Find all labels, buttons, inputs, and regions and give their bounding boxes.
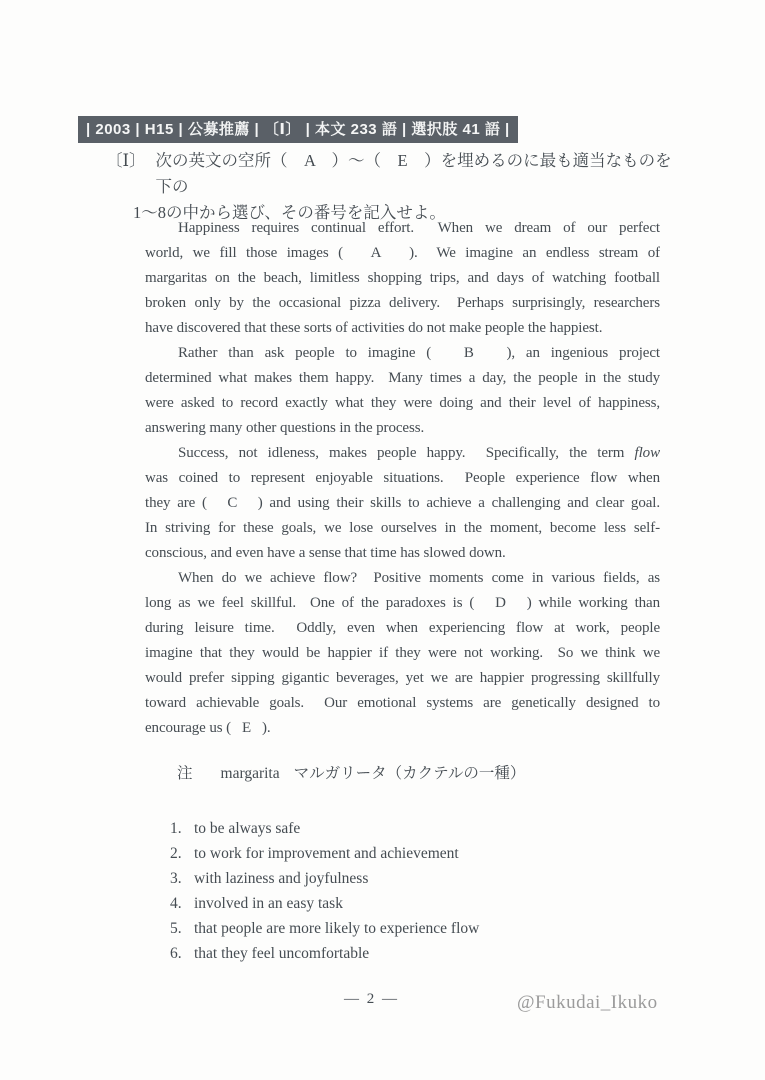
option-item bbox=[170, 866, 479, 891]
header-tag-bar: | 2003 | H15 | 公募推薦 | 〔Ⅰ〕 | 本文 233 語 | 選択肢 41 語 | bbox=[78, 116, 518, 143]
option-number: 5. bbox=[170, 920, 182, 937]
passage-line: they are ( C ) and using their skills to achieve a challenging and clear goal. bbox=[145, 495, 660, 511]
vocabulary-note bbox=[177, 761, 525, 783]
option-text: to be always safe bbox=[194, 820, 301, 837]
watermark: @Fukudai_Ikuko bbox=[517, 992, 658, 1013]
passage-line: determined what makes them happy. Many times a day, the people in the study bbox=[145, 370, 660, 386]
option-number: 1. bbox=[170, 820, 182, 837]
instruction-text: 次の英文の空所（ A ）～（ E ）を埋めるのに最も適当なものを下の bbox=[155, 151, 672, 196]
passage-line: broken only by the occasional pizza delivery. Perhaps surprisingly, researchers bbox=[145, 295, 660, 311]
passage-line: margaritas on the beach, limitless shopping trips, and days of watching football bbox=[145, 270, 660, 286]
answer-options bbox=[170, 816, 479, 966]
passage-line: were asked to record exactly what they were doing and their level of happiness, bbox=[145, 395, 660, 411]
option-number: 3. bbox=[170, 870, 182, 887]
passage-line: have discovered that these sorts of activities do not make people the happiest. bbox=[145, 320, 603, 336]
option-text: with laziness and joyfulness bbox=[194, 870, 369, 887]
question-number-label: 〔Ⅰ〕 bbox=[106, 151, 146, 170]
passage-line: conscious, and even have a sense that time has slowed down. bbox=[145, 545, 506, 561]
option-item bbox=[170, 816, 479, 841]
passage-line: world, we fill those images ( A ). We imagine an endless stream of bbox=[145, 245, 660, 261]
passage-line: was coined to represent enjoyable situations. People experience flow when bbox=[145, 470, 660, 486]
passage-line: long as we feel skillful. One of the paradoxes is ( D ) while working than bbox=[145, 595, 660, 611]
passage-line: In striving for these goals, we lose ourselves in the moment, become less self- bbox=[145, 520, 660, 536]
passage-line: toward achievable goals. Our emotional systems are genetically designed to bbox=[145, 695, 660, 711]
passage-line: encourage us ( E ). bbox=[145, 720, 271, 736]
option-text: that people are more likely to experience flow bbox=[194, 920, 480, 937]
instruction-line-2: 1～8の中から選び、その番号を記入せよ。 bbox=[133, 203, 446, 222]
option-item bbox=[170, 916, 479, 941]
option-number: 6. bbox=[170, 945, 182, 962]
passage bbox=[145, 216, 660, 741]
note-gloss: マルガリータ（カクテルの一種） bbox=[293, 765, 526, 782]
note-label: 注 bbox=[177, 765, 193, 782]
option-item bbox=[170, 841, 479, 866]
instruction-line-1 bbox=[106, 148, 681, 200]
option-text: involved in an easy task bbox=[194, 895, 343, 912]
page-number: — 2 — bbox=[344, 991, 399, 1007]
option-item bbox=[170, 891, 479, 916]
option-text: to work for improvement and achievement bbox=[194, 845, 459, 862]
passage-line: Success, not idleness, makes people happy. Specifically, the term flow bbox=[178, 445, 660, 461]
note-term: margarita bbox=[220, 765, 280, 782]
passage-line: imagine that they would be happier if they were not working. So we think we bbox=[145, 645, 660, 661]
option-item bbox=[170, 941, 479, 966]
passage-line: answering many other questions in the process. bbox=[145, 420, 425, 436]
passage-line: Happiness requires continual effort. When we dream of our perfect bbox=[178, 220, 660, 236]
option-number: 2. bbox=[170, 845, 182, 862]
question-instruction bbox=[106, 148, 681, 226]
option-number: 4. bbox=[170, 895, 182, 912]
passage-line: When do we achieve flow? Positive moments come in various fields, as bbox=[178, 570, 660, 586]
passage-line: would prefer sipping gigantic beverages, yet we are happier progressing skillfully bbox=[145, 670, 660, 686]
option-text: that they feel uncomfortable bbox=[194, 945, 370, 962]
passage-line: Rather than ask people to imagine ( B ), an ingenious project bbox=[178, 345, 660, 361]
passage-line: during leisure time. Oddly, even when experiencing flow at work, people bbox=[145, 620, 660, 636]
